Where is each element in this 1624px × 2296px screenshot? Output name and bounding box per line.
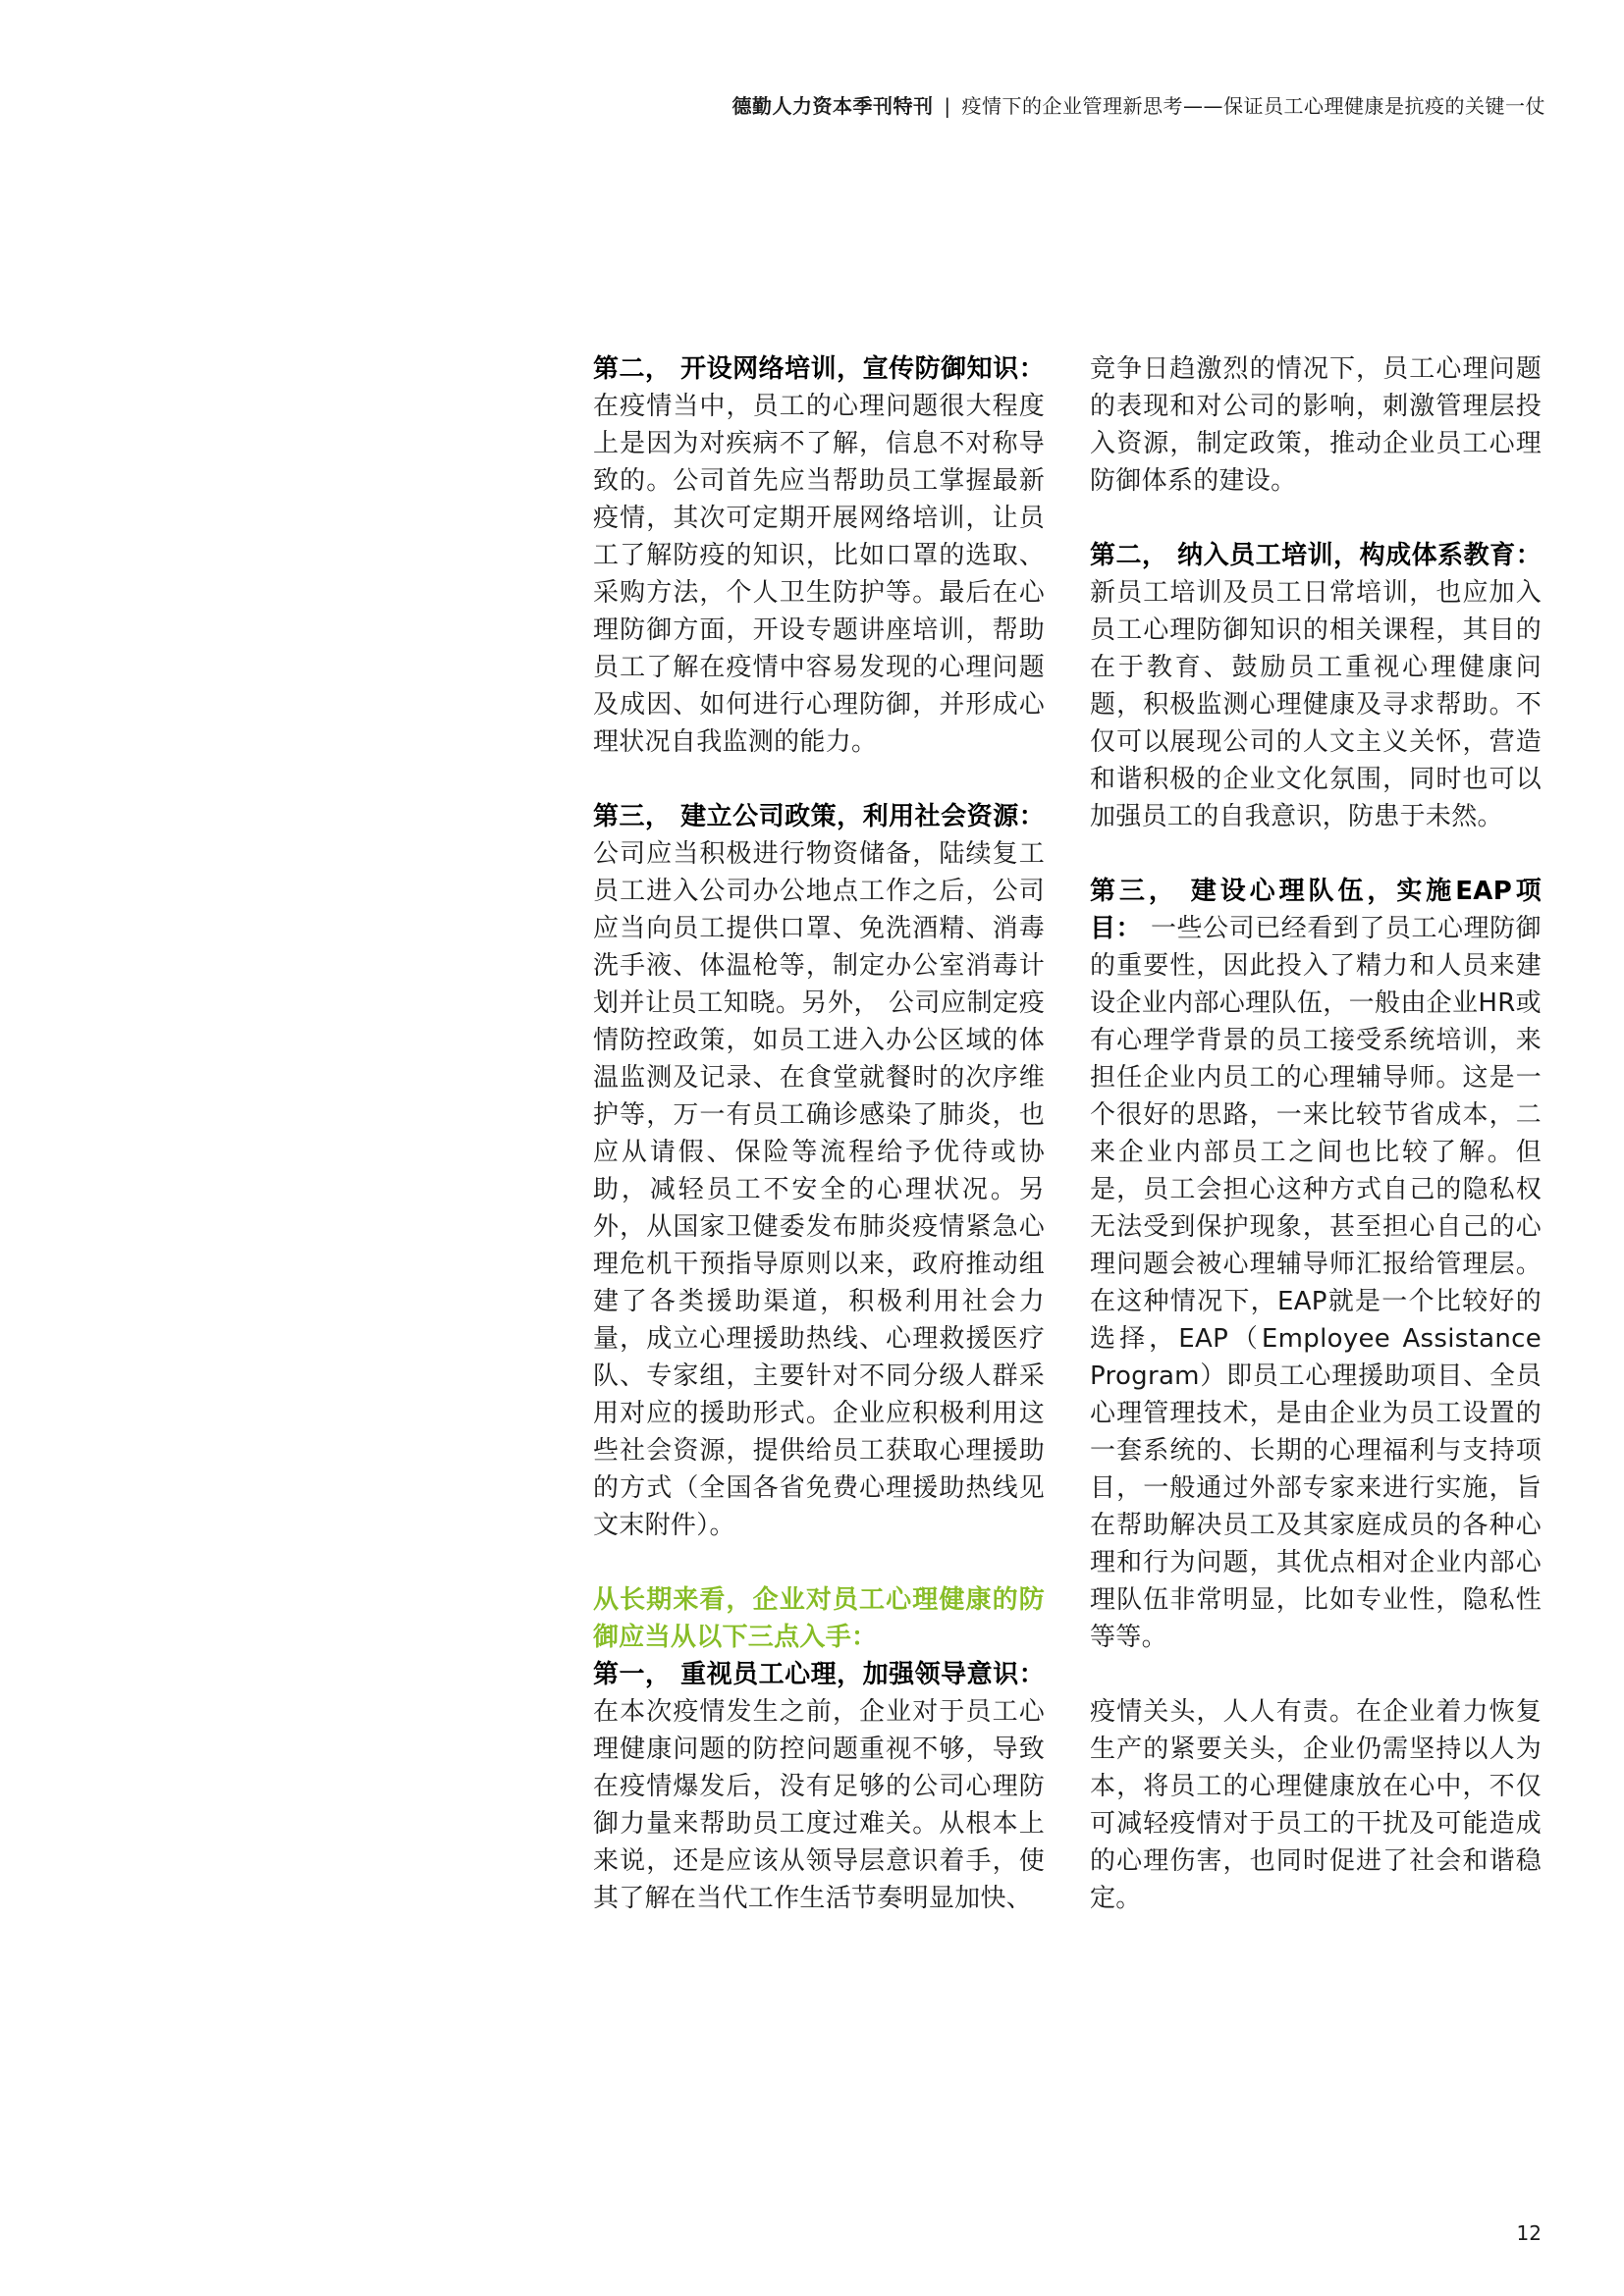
continued-paragraph [1090, 350, 1542, 500]
left-text-column [593, 350, 1045, 1917]
article-title: 疫情下的企业管理新思考——保证员工心理健康是抗疫的关键一仗 [961, 94, 1545, 118]
conclusion-paragraph [1090, 1693, 1542, 1917]
right-text-column [1090, 350, 1542, 1917]
section-eap-program [1090, 873, 1542, 1656]
section-online-training [593, 350, 1045, 761]
section-company-policy [593, 798, 1045, 1544]
section-body: 在本次疫情发生之前，企业对于员工心理健康问题的防控问题重视不够，导致在疫情爆发后，没有足够的公司心理防御力量来帮助员工度过难关。从根本上来说，还是应该从领导层意识着手，使其了解在当代工作生活节奏明显加快、 [593, 1697, 1045, 1913]
section-heading: 第一， 重视员工心理，加强领导意识： [593, 1660, 1045, 1689]
section-body: 新员工培训及员工日常培训，也应加入员工心理防御知识的相关课程，其目的在于教育、鼓励员工重视心理健康问题，积极监测心理健康及寻求帮助。不仅可以展现公司的人文主义关怀，营造和谐积极的企业文化氛围，同时也可以加强员工的自我意识，防患于未然。 [1090, 578, 1542, 831]
section-body: 疫情关头，人人有责。在企业着力恢复生产的紧要关头，企业仍需坚持以人为本，将员工的心理健康放在心中，不仅可减轻疫情对于员工的干扰及可能造成的心理伤害，也同时促进了社会和谐稳定。 [1090, 1697, 1542, 1913]
header-separator: | [944, 94, 951, 118]
highlight-heading: 从长期来看，企业对员工心理健康的防御应当从以下三点入手： [593, 1585, 1045, 1652]
section-heading: 第三， 建立公司政策，利用社会资源： [593, 802, 1045, 831]
running-header [732, 90, 1545, 119]
section-body: 公司应当积极进行物资储备，陆续复工员工进入公司办公地点工作之后，公司应当向员工提供口罩、免洗酒精、消毒洗手液、体温枪等，制定办公室消毒计划并让员工知晓。另外， 公司应制定疫情防控政策，如员工进入办公区域的体温监测及记录、在食堂就餐时的次序维护等，万一有员工确诊感染了肺炎，也应从请假、保险等流程给予优待或协助，减轻员工不安全的心理状况。另外，从国家卫健委发布肺炎疫情紧急心理危机干预指导原则以来，政府推动组建了各类援助渠道，积极利用社会力量，成立心理援助热线、心理救援医疗队、专家组，主要针对不同分级人群采用对应的援助形式。企业应积极利用这些社会资源，提供给员工获取心理援助的方式（全国各省免费心理援助热线见文末附件）。 [593, 839, 1045, 1540]
section-heading: 第二， 开设网络培训，宣传防御知识： [593, 354, 1045, 384]
section-body: 竞争日趋激烈的情况下，员工心理问题的表现和对公司的影响，刺激管理层投入资源，制定政策，推动企业员工心理防御体系的建设。 [1090, 354, 1542, 496]
publication-name: 德勤人力资本季刊特刊 [731, 94, 934, 118]
section-employee-training [1090, 537, 1542, 835]
section-body: 一些公司已经看到了员工心理防御的重要性，因此投入了精力和人员来建设企业内部心理队伍，一般由企业HR或有心理学背景的员工接受系统培训，来担任企业内员工的心理辅导师。这是一个很好的思路，一来比较节省成本，二来企业内部员工之间也比较了解。但是，员工会担心这种方式自己的隐私权无法受到保护现象，甚至担心自己的心理问题会被心理辅导师汇报给管理层。在这种情况下，EAP就是一个比较好的选择，EAP（Employee Assistance Program）即员工心理援助项目、全员心理管理技术，是由企业为员工设置的一套系统的、长期的心理福利与支持项目，一般通过外部专家来进行实施，旨在帮助解决员工及其家庭成员的各种心理和行为问题，其优点相对企业内部心理队伍非常明显，比如专业性，隐私性等等。 [1090, 914, 1542, 1652]
section-heading: 第二， 纳入员工培训，构成体系教育： [1090, 541, 1542, 570]
page-number: 12 [1516, 2221, 1542, 2245]
section-leadership-awareness [593, 1656, 1045, 1917]
long-term-intro [593, 1581, 1045, 1656]
section-heading: 第三， 建设心理队伍，实施EAP项目： [1090, 877, 1542, 943]
section-body: 在疫情当中，员工的心理问题很大程度上是因为对疾病不了解，信息不对称导致的。公司首先应当帮助员工掌握最新疫情，其次可定期开展网络培训，让员工了解防疫的知识，比如口罩的选取、采购方法，个人卫生防护等。最后在心理防御方面，开设专题讲座培训，帮助员工了解在疫情中容易发现的心理问题及成因、如何进行心理防御，并形成心理状况自我监测的能力。 [593, 392, 1045, 757]
